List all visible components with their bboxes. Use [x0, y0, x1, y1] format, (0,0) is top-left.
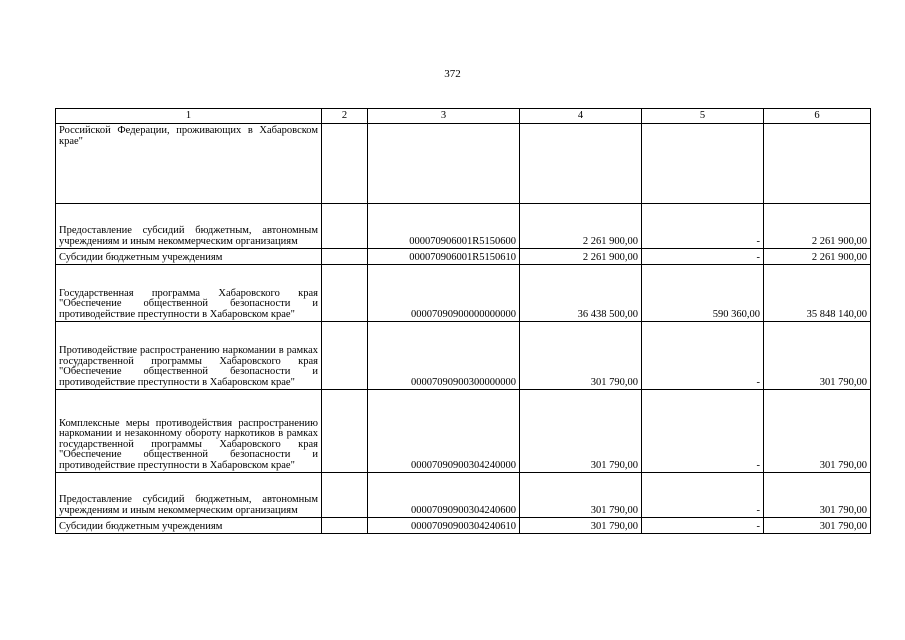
row-code: 00007090900304240600	[368, 473, 520, 518]
row-col2	[322, 204, 368, 249]
row-value-4: 36 438 500,00	[520, 265, 642, 322]
row-value-6: 35 848 140,00	[764, 265, 871, 322]
header-col-4: 4	[520, 109, 642, 124]
row-value-5: -	[642, 518, 764, 534]
row-value-4	[520, 124, 642, 204]
table-row	[56, 518, 871, 534]
row-value-5: 590 360,00	[642, 265, 764, 322]
row-name: Субсидии бюджетным учреждениям	[56, 518, 322, 534]
table-row	[56, 249, 871, 265]
page-number: 372	[444, 68, 461, 80]
row-value-4: 301 790,00	[520, 518, 642, 534]
row-name: Комплексные меры противодействия распространению наркомании и незаконному обороту наркотиков в рамках государственной программы Хабаровского края "Обеспечение общественной безопасности и противодействие преступности в Хабаровском крае"	[56, 390, 322, 473]
row-col2	[322, 518, 368, 534]
table-row	[56, 124, 871, 204]
row-col2	[322, 390, 368, 473]
row-value-5: -	[642, 322, 764, 390]
header-col-1: 1	[56, 109, 322, 124]
row-value-6: 2 261 900,00	[764, 249, 871, 265]
row-value-4: 301 790,00	[520, 473, 642, 518]
row-code: 00007090900304240610	[368, 518, 520, 534]
row-col2	[322, 322, 368, 390]
row-name: Субсидии бюджетным учреждениям	[56, 249, 322, 265]
row-name: Российской Федерации, проживающих в Хабаровском крае"	[56, 124, 322, 204]
row-value-6: 301 790,00	[764, 518, 871, 534]
budget-table	[55, 108, 871, 534]
table-row	[56, 265, 871, 322]
row-name: Противодействие распространению наркомании в рамках государственной программы Хабаровского края "Обеспечение общественной безопасности и противодействие преступности в Хабаровском крае"	[56, 322, 322, 390]
row-code: 000070906001R5150610	[368, 249, 520, 265]
row-col2	[322, 265, 368, 322]
table-row	[56, 322, 871, 390]
row-name: Предоставление субсидий бюджетным, автономным учреждениям и иным некоммерческим организациям	[56, 473, 322, 518]
row-col2	[322, 124, 368, 204]
row-value-5: -	[642, 390, 764, 473]
row-code: 000070906001R5150600	[368, 204, 520, 249]
row-value-6	[764, 124, 871, 204]
row-value-6: 301 790,00	[764, 322, 871, 390]
row-code: 00007090900300000000	[368, 322, 520, 390]
row-value-5	[642, 124, 764, 204]
row-name: Предоставление субсидий бюджетным, автономным учреждениям и иным некоммерческим организациям	[56, 204, 322, 249]
header-col-3: 3	[368, 109, 520, 124]
row-code: 00007090900000000000	[368, 265, 520, 322]
row-value-6: 301 790,00	[764, 473, 871, 518]
row-value-6: 2 261 900,00	[764, 204, 871, 249]
row-value-6: 301 790,00	[764, 390, 871, 473]
row-col2	[322, 249, 368, 265]
table-row	[56, 473, 871, 518]
row-col2	[322, 473, 368, 518]
row-value-4: 301 790,00	[520, 322, 642, 390]
row-value-5: -	[642, 204, 764, 249]
header-col-2: 2	[322, 109, 368, 124]
header-col-6: 6	[764, 109, 871, 124]
row-value-5: -	[642, 473, 764, 518]
header-col-5: 5	[642, 109, 764, 124]
row-value-4: 2 261 900,00	[520, 249, 642, 265]
row-value-5: -	[642, 249, 764, 265]
row-code	[368, 124, 520, 204]
table-row	[56, 390, 871, 473]
row-name: Государственная программа Хабаровского края "Обеспечение общественной безопасности и противодействие преступности в Хабаровском крае"	[56, 265, 322, 322]
row-code: 00007090900304240000	[368, 390, 520, 473]
row-value-4: 301 790,00	[520, 390, 642, 473]
row-value-4: 2 261 900,00	[520, 204, 642, 249]
header-row	[56, 109, 871, 124]
table-row	[56, 204, 871, 249]
